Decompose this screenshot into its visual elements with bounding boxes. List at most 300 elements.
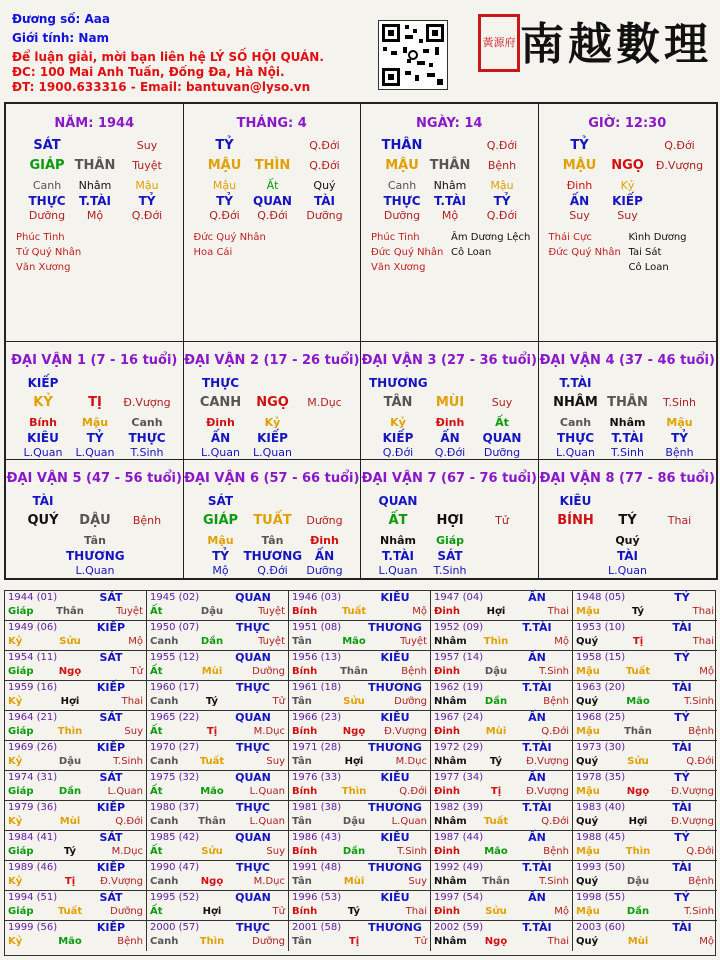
hidden-god: ẤN — [314, 549, 335, 563]
year-cell — [147, 801, 289, 831]
year-label: 2002 (59) — [434, 922, 484, 933]
life-stage: M.Dục — [307, 396, 342, 409]
chart-grid — [4, 102, 718, 580]
year-label: 1966 (23) — [292, 712, 342, 723]
year-ten-god: SÁT — [99, 771, 123, 784]
year-label: 2000 (57) — [150, 922, 200, 933]
hidden-god: T.TÀI — [382, 549, 414, 563]
year-stage: Q.Đới — [541, 726, 569, 737]
hidden-stage: Dưỡng — [483, 446, 521, 459]
pillar-title: NGÀY: 14 — [416, 116, 483, 131]
year-stem: Tân — [292, 936, 312, 947]
year-ten-god: THỰC — [236, 921, 270, 934]
year-branch: Tị — [206, 726, 218, 737]
year-cell — [573, 741, 717, 771]
year-stage: Tuyệt — [258, 636, 285, 647]
year-label: 1978 (35) — [576, 772, 626, 783]
hidden-stem: THỰC — [28, 194, 66, 208]
hidden-stem: Mậu — [666, 416, 693, 429]
year-stem: Đinh — [434, 726, 461, 737]
year-cell — [147, 921, 289, 951]
year-stage: Bệnh — [117, 936, 143, 947]
year-ten-god: ẤN — [528, 891, 546, 904]
year-stage: T.Sinh — [684, 696, 714, 707]
year-cell — [289, 831, 431, 861]
year-cell — [289, 591, 431, 621]
year-label: 1960 (17) — [150, 682, 200, 693]
year-ten-god: TỶ — [674, 831, 690, 844]
earthly-branch: NGỌ — [611, 158, 644, 173]
year-label: 1992 (49) — [434, 862, 484, 873]
year-stage: Mộ — [699, 666, 714, 677]
year-cell — [431, 861, 573, 891]
year-cell — [5, 591, 147, 621]
year-cell — [289, 711, 431, 741]
earthly-branch: TỊ — [88, 395, 102, 410]
year-cell — [289, 681, 431, 711]
year-branch: Dậu — [484, 666, 508, 677]
year-stem: Ất — [150, 726, 163, 737]
star-note: Đức Quý Nhân — [371, 247, 444, 258]
year-cell — [573, 651, 717, 681]
year-cell — [5, 861, 147, 891]
year-stem: Tân — [292, 816, 312, 827]
hidden-god: SÁT — [437, 549, 463, 563]
year-label: 1975 (32) — [150, 772, 200, 783]
year-ten-god: SÁT — [99, 651, 123, 664]
pillar-title: THÁNG: 4 — [236, 116, 307, 131]
hidden-stem: Mậu — [490, 179, 514, 192]
year-ten-god: ẤN — [528, 771, 546, 784]
year-stem: Tân — [292, 696, 312, 707]
year-stem: Giáp — [8, 846, 34, 857]
year-ten-god: TỶ — [674, 771, 690, 784]
year-stage: Q.Đới — [686, 756, 714, 767]
year-cell — [431, 591, 573, 621]
year-cell — [431, 681, 573, 711]
year-branch: Tý — [631, 606, 645, 617]
year-branch: Tuất — [483, 816, 509, 827]
year-stage: L.Quan — [107, 786, 143, 797]
year-ten-god: KIÊU — [380, 711, 410, 724]
year-cell — [147, 891, 289, 921]
year-stem: Giáp — [8, 786, 34, 797]
year-branch: Dậu — [58, 756, 82, 767]
year-stem: Nhâm — [434, 816, 467, 827]
earthly-branch: TÝ — [618, 513, 637, 528]
life-stage: Tử — [495, 514, 509, 527]
header — [0, 0, 720, 100]
address-line: ĐC: 100 Mai Anh Tuấn, Đống Đa, Hà Nội. — [12, 65, 285, 79]
year-branch: Dần — [626, 906, 650, 917]
year-stem: Mậu — [576, 786, 600, 797]
heavenly-stem: GIÁP — [29, 158, 65, 173]
star-note: Âm Dương Lệch — [451, 232, 531, 243]
year-stage: Đ.Vượng — [671, 786, 714, 797]
year-stage: L.Quan — [391, 816, 427, 827]
year-label: 1957 (14) — [434, 652, 484, 663]
year-label: 1954 (11) — [8, 652, 58, 663]
year-stage: Tuyệt — [116, 606, 143, 617]
hidden-stem: Nhâm — [78, 179, 112, 192]
ten-god-top: SÁT — [33, 138, 61, 153]
dai-van-title: ĐẠI VẬN 3 (27 - 36 tuổi) — [361, 353, 537, 368]
earthly-branch: THÂN — [74, 158, 116, 173]
hidden-stem: Canh — [32, 179, 62, 192]
earthly-branch: TUẤT — [253, 513, 292, 528]
dai-van-title: ĐẠI VẬN 4 (37 - 46 tuổi) — [539, 353, 715, 368]
hidden-stem: Q.Đới — [131, 209, 163, 222]
year-ten-god: THƯƠNG — [368, 861, 422, 874]
year-branch: Mùi — [343, 876, 365, 887]
year-cell — [289, 801, 431, 831]
heavenly-stem: MẬU — [207, 158, 242, 173]
hidden-stage: L.Quan — [608, 564, 647, 577]
hidden-god: THƯƠNG — [66, 549, 125, 563]
hidden-god: KIÊU — [27, 431, 59, 445]
year-stem: Giáp — [8, 906, 34, 917]
year-label: 1949 (06) — [8, 622, 58, 633]
year-ten-god: THỰC — [236, 861, 270, 874]
year-branch: Tuất — [625, 666, 651, 677]
ten-god: QUAN — [378, 494, 418, 508]
dai-van-cell — [539, 460, 717, 578]
year-stage: Đ.Vượng — [526, 756, 569, 767]
year-stem: Tân — [292, 876, 312, 887]
year-stage: Bệnh — [688, 876, 714, 887]
year-cell — [289, 861, 431, 891]
hidden-stem: T.TÀI — [434, 194, 466, 208]
dai-van-cell — [6, 460, 184, 578]
year-stage: Tuyệt — [400, 636, 427, 647]
star-note: Thái Cực — [548, 232, 592, 243]
year-stage: Suy — [266, 846, 285, 857]
year-stem: Quý — [576, 636, 599, 647]
life-stage: Q.Đới — [309, 159, 340, 172]
year-stem: Đinh — [434, 606, 461, 617]
hidden-stage: Dưỡng — [306, 564, 343, 577]
dai-van-title: ĐẠI VẬN 5 (47 - 56 tuổi) — [6, 471, 182, 486]
hidden-stem: TỶ — [493, 194, 511, 208]
year-stage: Q.Đới — [115, 816, 143, 827]
year-cell — [573, 891, 717, 921]
seal-stamp: 黃源府 — [478, 14, 520, 72]
hidden-stage: T.Sinh — [611, 446, 644, 459]
year-stem: Quý — [576, 756, 599, 767]
year-stem: Quý — [576, 816, 599, 827]
year-ten-god: T.TÀI — [522, 861, 552, 874]
year-branch: Tuất — [57, 906, 83, 917]
year-branch: Ngọ — [484, 936, 508, 947]
year-label: 1956 (13) — [292, 652, 342, 663]
year-stem: Kỷ — [8, 756, 23, 767]
heavenly-stem: BÍNH — [557, 513, 594, 528]
year-stem: Canh — [150, 696, 179, 707]
star-note: Văn Xương — [16, 262, 71, 273]
hidden-stem: Canh — [559, 416, 592, 429]
year-branch: Ngọ — [58, 666, 82, 677]
hidden-stem: Giáp — [435, 534, 465, 547]
year-stage: Q.Đới — [686, 846, 714, 857]
heavenly-stem: MẬU — [562, 158, 597, 173]
year-ten-god: QUAN — [235, 711, 271, 724]
year-stage: Bệnh — [688, 726, 714, 737]
hidden-stem: Dưỡng — [306, 209, 343, 222]
hidden-stem: Mậu — [212, 179, 237, 192]
year-cell — [573, 861, 717, 891]
year-stem: Mậu — [576, 606, 600, 617]
year-label: 1987 (44) — [434, 832, 484, 843]
year-stem: Nhâm — [434, 876, 467, 887]
year-stem: Canh — [150, 756, 179, 767]
dai-van-title: ĐẠI VẬN 7 (67 - 76 tuổi) — [361, 471, 537, 486]
year-cell — [5, 651, 147, 681]
dai-van-cell — [539, 342, 717, 460]
year-label: 1946 (03) — [292, 592, 342, 603]
hidden-stage: L.Quan — [253, 446, 292, 459]
year-ten-god: THƯƠNG — [368, 681, 422, 694]
ten-god-top-right: Suy — [136, 139, 158, 152]
hidden-stem: TỶ — [138, 194, 156, 208]
year-cell — [431, 741, 573, 771]
year-stem: Bính — [292, 726, 318, 737]
hidden-stem: Suy — [569, 209, 590, 222]
year-label: 2003 (60) — [576, 922, 626, 933]
hidden-stem: Mộ — [86, 209, 104, 222]
year-ten-god: KIẾP — [96, 621, 126, 634]
year-label: 1983 (40) — [576, 802, 626, 813]
hidden-stage: L.Quan — [75, 446, 115, 459]
year-stage: Đ.Vượng — [526, 786, 569, 797]
year-cell — [5, 891, 147, 921]
life-stage: T.Sinh — [663, 396, 696, 409]
year-branch: Dần — [58, 786, 82, 797]
year-cell — [147, 771, 289, 801]
year-branch: Mùi — [485, 726, 507, 737]
year-label: 1994 (51) — [8, 892, 58, 903]
year-cell — [147, 861, 289, 891]
year-ten-god: KIÊU — [380, 591, 410, 604]
year-cell — [5, 801, 147, 831]
year-ten-god: QUAN — [235, 891, 271, 904]
year-stem: Nhâm — [434, 936, 467, 947]
year-stage: Suy — [124, 726, 143, 737]
hidden-stem: Mậu — [207, 534, 234, 547]
year-cell — [147, 651, 289, 681]
ten-god: TÀI — [32, 494, 54, 508]
dai-van-title: ĐẠI VẬN 8 (77 - 86 tuổi) — [539, 471, 715, 486]
hidden-god: THỰC — [128, 431, 166, 445]
year-stem: Canh — [150, 876, 179, 887]
year-stage: Bệnh — [401, 666, 427, 677]
year-stage: Dưỡng — [394, 696, 427, 707]
year-label: 1950 (07) — [150, 622, 200, 633]
earthly-branch: THÌN — [254, 158, 291, 173]
pillar-title: GIỜ: 12:30 — [588, 116, 667, 131]
year-stage: Tử — [272, 696, 285, 707]
year-branch: Tị — [348, 936, 360, 947]
year-cell — [289, 771, 431, 801]
ten-god-top-right: Q.Đới — [309, 139, 340, 152]
year-ten-god: KIẾP — [96, 681, 126, 694]
year-label: 1990 (47) — [150, 862, 200, 873]
earthly-branch: MÙI — [435, 395, 465, 410]
year-label: 1996 (53) — [292, 892, 342, 903]
year-cell — [147, 681, 289, 711]
year-branch: Hợi — [202, 906, 222, 917]
year-cell — [289, 921, 431, 951]
year-stage: Thai — [547, 606, 569, 617]
life-stage: Bệnh — [487, 159, 517, 172]
year-ten-god: TỶ — [674, 651, 690, 664]
year-stage: Tử — [272, 906, 285, 917]
hidden-stage: Bệnh — [665, 446, 694, 459]
year-ten-god: TÀI — [672, 921, 692, 934]
year-stem: Kỷ — [8, 936, 23, 947]
hidden-stem: Quý — [313, 179, 336, 192]
year-ten-god: THƯƠNG — [368, 801, 422, 814]
hidden-stage: T.Sinh — [130, 446, 164, 459]
year-label: 1965 (22) — [150, 712, 200, 723]
hidden-stem: Nhâm — [609, 416, 646, 429]
year-cell — [573, 831, 717, 861]
year-branch: Tý — [489, 756, 503, 767]
year-stem: Bính — [292, 846, 318, 857]
year-label: 1989 (46) — [8, 862, 58, 873]
hidden-god: T.TÀI — [611, 431, 644, 445]
year-stage: Dưỡng — [110, 906, 143, 917]
year-stage: Tử — [414, 936, 427, 947]
year-cell — [431, 891, 573, 921]
year-branch: Ngọ — [342, 726, 366, 737]
heavenly-stem: MẬU — [385, 158, 419, 173]
year-branch: Thìn — [57, 726, 83, 737]
year-branch: Thân — [340, 666, 368, 677]
year-label: 1998 (55) — [576, 892, 626, 903]
year-stage: Đ.Vượng — [671, 816, 714, 827]
hidden-stem: Q.Đới — [257, 209, 288, 222]
year-branch: Mùi — [59, 816, 81, 827]
year-cell — [5, 711, 147, 741]
year-stage: Mộ — [699, 936, 714, 947]
pillar-cell — [361, 104, 539, 342]
hidden-god: KIẾP — [257, 431, 288, 445]
year-branch: Tý — [63, 846, 77, 857]
hidden-stem: Mộ — [441, 209, 459, 222]
year-stem: Mậu — [576, 906, 600, 917]
year-cell — [147, 831, 289, 861]
hidden-stage: T.Sinh — [433, 564, 467, 577]
year-stem: Giáp — [8, 726, 34, 737]
earthly-branch: NGỌ — [256, 395, 289, 410]
hidden-stem: TỶ — [216, 194, 233, 208]
year-stem: Đinh — [434, 906, 461, 917]
year-label: 1982 (39) — [434, 802, 484, 813]
hidden-stem: Ất — [495, 416, 509, 429]
hidden-stem: Đinh — [566, 179, 593, 192]
year-stem: Kỷ — [8, 816, 23, 827]
ten-god: SÁT — [207, 494, 234, 508]
year-branch: Hợi — [486, 606, 506, 617]
annual-table — [4, 590, 716, 956]
year-label: 1964 (21) — [8, 712, 58, 723]
hidden-stem: Kỷ — [390, 416, 406, 429]
star-note: Cô Loan — [451, 247, 492, 258]
year-ten-god: ẤN — [528, 651, 546, 664]
year-ten-god: T.TÀI — [522, 741, 552, 754]
year-cell — [289, 891, 431, 921]
year-ten-god: TỶ — [674, 891, 690, 904]
year-label: 1988 (45) — [576, 832, 626, 843]
hidden-stem: Đinh — [435, 416, 465, 429]
hidden-stage: Mộ — [212, 564, 229, 577]
star-note: Tai Sát — [628, 247, 662, 258]
year-stage: Đ.Vượng — [384, 726, 427, 737]
year-ten-god: THỰC — [236, 741, 270, 754]
hidden-stage: Q.Đới — [382, 446, 414, 459]
hidden-stem: T.TÀI — [79, 194, 111, 208]
year-stage: M.Dục — [395, 756, 427, 767]
year-stage: Mộ — [128, 636, 143, 647]
year-branch: Hợi — [628, 816, 648, 827]
star-note: Đức Quý Nhân — [548, 247, 621, 258]
year-branch: Mão — [484, 846, 508, 857]
hidden-stem: Suy — [617, 209, 638, 222]
year-branch: Sửu — [343, 696, 365, 707]
star-note: Tứ Quý Nhân — [16, 247, 82, 258]
hidden-stem: Mậu — [135, 179, 159, 192]
year-stem: Nhâm — [434, 756, 467, 767]
hidden-stage: L.Quan — [378, 564, 418, 577]
hidden-god: ẤN — [210, 431, 231, 445]
year-branch: Thìn — [483, 636, 509, 647]
year-stem: Canh — [150, 816, 179, 827]
qr-code-icon — [378, 20, 448, 90]
year-cell — [573, 591, 717, 621]
hidden-stem: Tân — [84, 534, 106, 547]
year-label: 1981 (38) — [292, 802, 342, 813]
life-stage: Tuyệt — [132, 159, 162, 172]
year-stem: Canh — [150, 636, 179, 647]
year-label: 1999 (56) — [8, 922, 58, 933]
year-label: 1968 (25) — [576, 712, 626, 723]
year-stage: Thai — [121, 696, 143, 707]
year-label: 1947 (04) — [434, 592, 484, 603]
year-label: 1948 (05) — [576, 592, 626, 603]
year-stem: Nhâm — [434, 636, 467, 647]
year-stem: Bính — [292, 666, 318, 677]
year-stem: Đinh — [434, 666, 461, 677]
year-stage: L.Quan — [249, 816, 285, 827]
year-label: 1955 (12) — [150, 652, 200, 663]
year-stem: Mậu — [576, 726, 600, 737]
year-stem: Tân — [292, 636, 312, 647]
life-stage: Thai — [667, 514, 692, 527]
year-stem: Đinh — [434, 846, 461, 857]
year-cell — [5, 681, 147, 711]
year-stage: M.Dục — [253, 726, 285, 737]
year-cell — [5, 741, 147, 771]
year-stage: Dưỡng — [252, 666, 285, 677]
year-ten-god: ẤN — [528, 831, 546, 844]
year-branch: Ngọ — [626, 786, 650, 797]
year-cell — [573, 921, 717, 951]
year-cell — [431, 621, 573, 651]
year-branch: Hợi — [60, 696, 80, 707]
year-label: 1993 (50) — [576, 862, 626, 873]
hidden-stage: L.Quan — [75, 564, 115, 577]
year-stage: Mộ — [412, 606, 427, 617]
